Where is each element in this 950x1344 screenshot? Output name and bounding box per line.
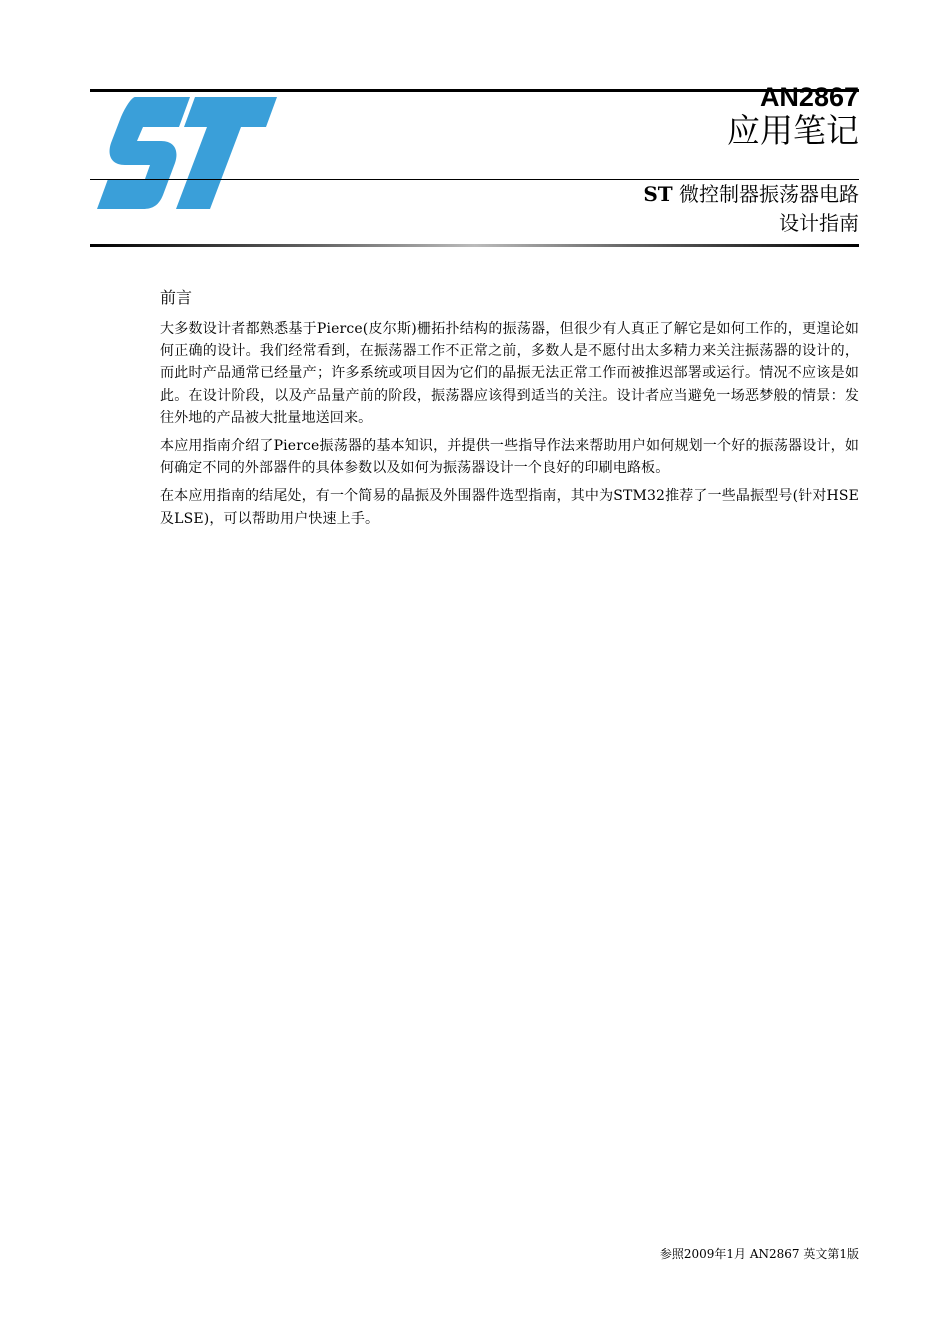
header-top-rule (90, 89, 859, 92)
document-title-line-2: 设计指南 (779, 211, 859, 235)
st-logo-t-shape (176, 97, 277, 209)
title-prefix: ST (643, 182, 673, 206)
section-heading: 前言 (160, 288, 193, 307)
main-content (160, 286, 859, 536)
st-logo-s-shape (97, 97, 190, 209)
page-footer: 参照2009年1月 AN2867 英文第1版 (659, 1247, 859, 1261)
title-line-1-rest: 微控制器振荡器电路 (672, 182, 859, 206)
document-title-line-1 (643, 180, 859, 209)
paragraph-1: 大多数设计者都熟悉基于Pierce(皮尔斯)栅拓扑结构的振荡器，但很少有人真正了解它是如何工作的，更遑论如何正确的设计。我们经常看到，在振荡器工作不正常之前，多数人是不愿付出太多精力来关注振荡器的设计的，而此时产品通常已经量产；许多系统或项目因为它们的晶振无法正常工作而被推迟部署或运行。情况不应该是如此。在设计阶段，以及产品量产前的阶段，振荡器应该得到适当的关注。设计者应当避免一场恶梦般的情景：发往外地的产品被大批量地送回来。 (160, 321, 859, 426)
document-type: 应用笔记 (727, 111, 859, 150)
header-bottom-rule (90, 244, 859, 247)
document-title (643, 180, 859, 238)
st-logo-icon (95, 95, 280, 210)
document-number: AN2867 (759, 82, 859, 112)
paragraph-2: 本应用指南介绍了Pierce振荡器的基本知识，并提供一些指导作法来帮助用户如何规划一个好的振荡器设计，如何确定不同的外部器件的具体参数以及如何为振荡器设计一个良好的印刷电路板。 (160, 438, 859, 477)
paragraph-3: 在本应用指南的结尾处，有一个简易的晶振及外围器件选型指南，其中为STM32推荐了一些晶振型号(针对HSE及LSE)，可以帮助用户快速上手。 (160, 488, 859, 527)
